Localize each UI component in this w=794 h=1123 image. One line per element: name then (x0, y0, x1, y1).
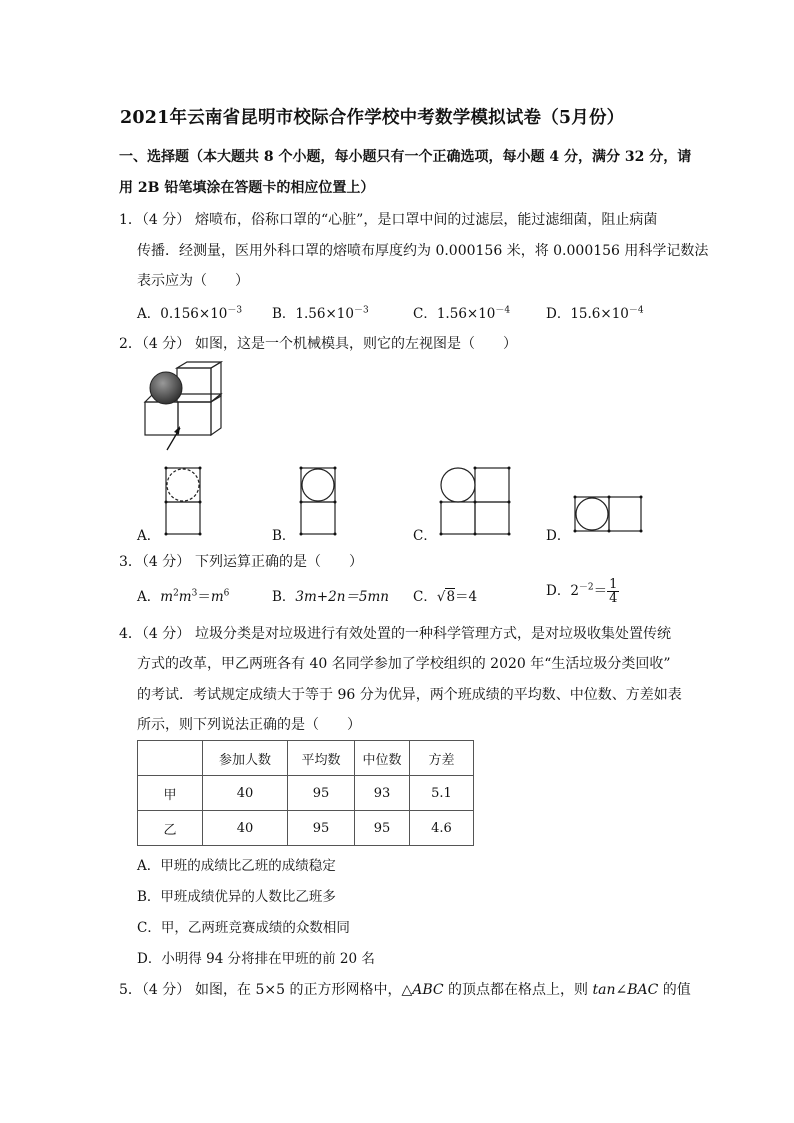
q2-text: 如图，这是一个机械模具，则它的左视图是（ ） (195, 336, 517, 352)
table-row (138, 776, 474, 811)
q2-figure-c[interactable] (435, 465, 515, 537)
q2-label-a[interactable]: A． (137, 528, 161, 544)
q2-label-c[interactable]: C． (413, 528, 437, 544)
q2-label-b[interactable]: B． (272, 528, 296, 544)
q2-number: 2．（4 分） (119, 336, 191, 352)
q3-option-a[interactable]: A．$m^2m^3=m^6$ (137, 588, 230, 605)
q4-number: 4．（4 分） (119, 626, 191, 642)
table-cell: 甲 (138, 776, 203, 811)
q2-figure-b[interactable] (295, 465, 341, 537)
q2-figure-a[interactable] (160, 465, 206, 537)
q4-stats-table (137, 740, 474, 846)
q4-option-a[interactable]: A．甲班的成绩比乙班的成绩稳定 (137, 858, 336, 874)
q3-number: 3．（4 分） (119, 554, 191, 570)
q1-text-line3: 表示应为（ ） (137, 273, 249, 289)
table-cell: 5.1 (410, 776, 474, 811)
q1-option-b[interactable]: B．$1.56\times 10^{-3}$ (272, 305, 369, 322)
q3-option-d[interactable]: D．$2^{-2}=$ $\frac{1}{4}$ (546, 577, 618, 606)
table-header-cell: 中位数 (355, 741, 410, 776)
q4-text-line1: 垃圾分类是对垃圾进行有效处置的一种科学管理方式，是对垃圾收集处置传统 (195, 626, 671, 642)
table-cell: 40 (203, 811, 288, 846)
q1-option-d[interactable]: D．$15.6\times 10^{-4}$ (546, 305, 644, 322)
table-cell: 95 (288, 811, 355, 846)
q3-option-b[interactable]: B．3m+2n＝5mn (272, 589, 389, 605)
q4-text-line4: 所示，则下列说法正确的是（ ） (137, 717, 361, 733)
q3-text: 下列运算正确的是（ ） (195, 554, 363, 570)
table-header-cell (138, 741, 203, 776)
mechanical-mold-figure (135, 360, 225, 455)
section-heading-line2: 用 2B 铅笔填涂在答题卡的相应位置上） (119, 180, 375, 196)
q4-option-b[interactable]: B．甲班成绩优异的人数比乙班多 (137, 889, 336, 905)
table-cell: 93 (355, 776, 410, 811)
table-cell: 4.6 (410, 811, 474, 846)
table-row (138, 811, 474, 846)
table-header-row (138, 741, 474, 776)
table-cell: 乙 (138, 811, 203, 846)
q5-number: 5．（4 分） (119, 982, 191, 998)
q2-figure-d[interactable] (570, 493, 646, 535)
q2-label-d[interactable]: D． (546, 528, 571, 544)
q1-option-a[interactable]: A．$0.156\times 10^{-3}$ (137, 305, 243, 322)
page-title: 2021年云南省昆明市校际合作学校中考数学模拟试卷（5月份） (120, 108, 625, 128)
section-heading-line1: 一、选择题（本大题共 8 个小题，每小题只有一个正确选项，每小题 4 分，满分 32 分，请 (119, 149, 692, 165)
q1-number: 1．（4 分） (119, 212, 191, 228)
q4-text-line2: 方式的改革，甲乙两班各有 40 名同学参加了学校组织的 2020 年“生活垃圾分类回收” (137, 656, 671, 672)
q4-text-line3: 的考试．考试规定成绩大于等于 96 分为优异，两个班成绩的平均数、中位数、方差如表 (137, 687, 682, 703)
q1-option-c[interactable]: C．$1.56\times 10^{-4}$ (413, 305, 511, 322)
table-header-cell: 方差 (410, 741, 474, 776)
q4-option-c[interactable]: C．甲，乙两班竞赛成绩的众数相同 (137, 920, 350, 936)
table-cell: 95 (355, 811, 410, 846)
q1-text-line2: 传播．经测量，医用外科口罩的熔喷布厚度约为 0.000156 米，将 0.000156 用科学记数法 (137, 243, 709, 259)
q3-option-c[interactable]: C．√8＝4 (413, 589, 478, 605)
table-cell: 95 (288, 776, 355, 811)
q5-text: 如图，在 5×5 的正方形网格中，△ABC 的顶点都在格点上，则 tan∠BAC 的值 (195, 982, 691, 998)
q4-option-d[interactable]: D．小明得 94 分将排在甲班的前 20 名 (137, 951, 375, 967)
q1-text-line1: 熔喷布，俗称口罩的“心脏”，是口罩中间的过滤层，能过滤细菌，阻止病菌 (195, 212, 658, 228)
table-header-cell: 参加人数 (203, 741, 288, 776)
table-cell: 40 (203, 776, 288, 811)
table-header-cell: 平均数 (288, 741, 355, 776)
